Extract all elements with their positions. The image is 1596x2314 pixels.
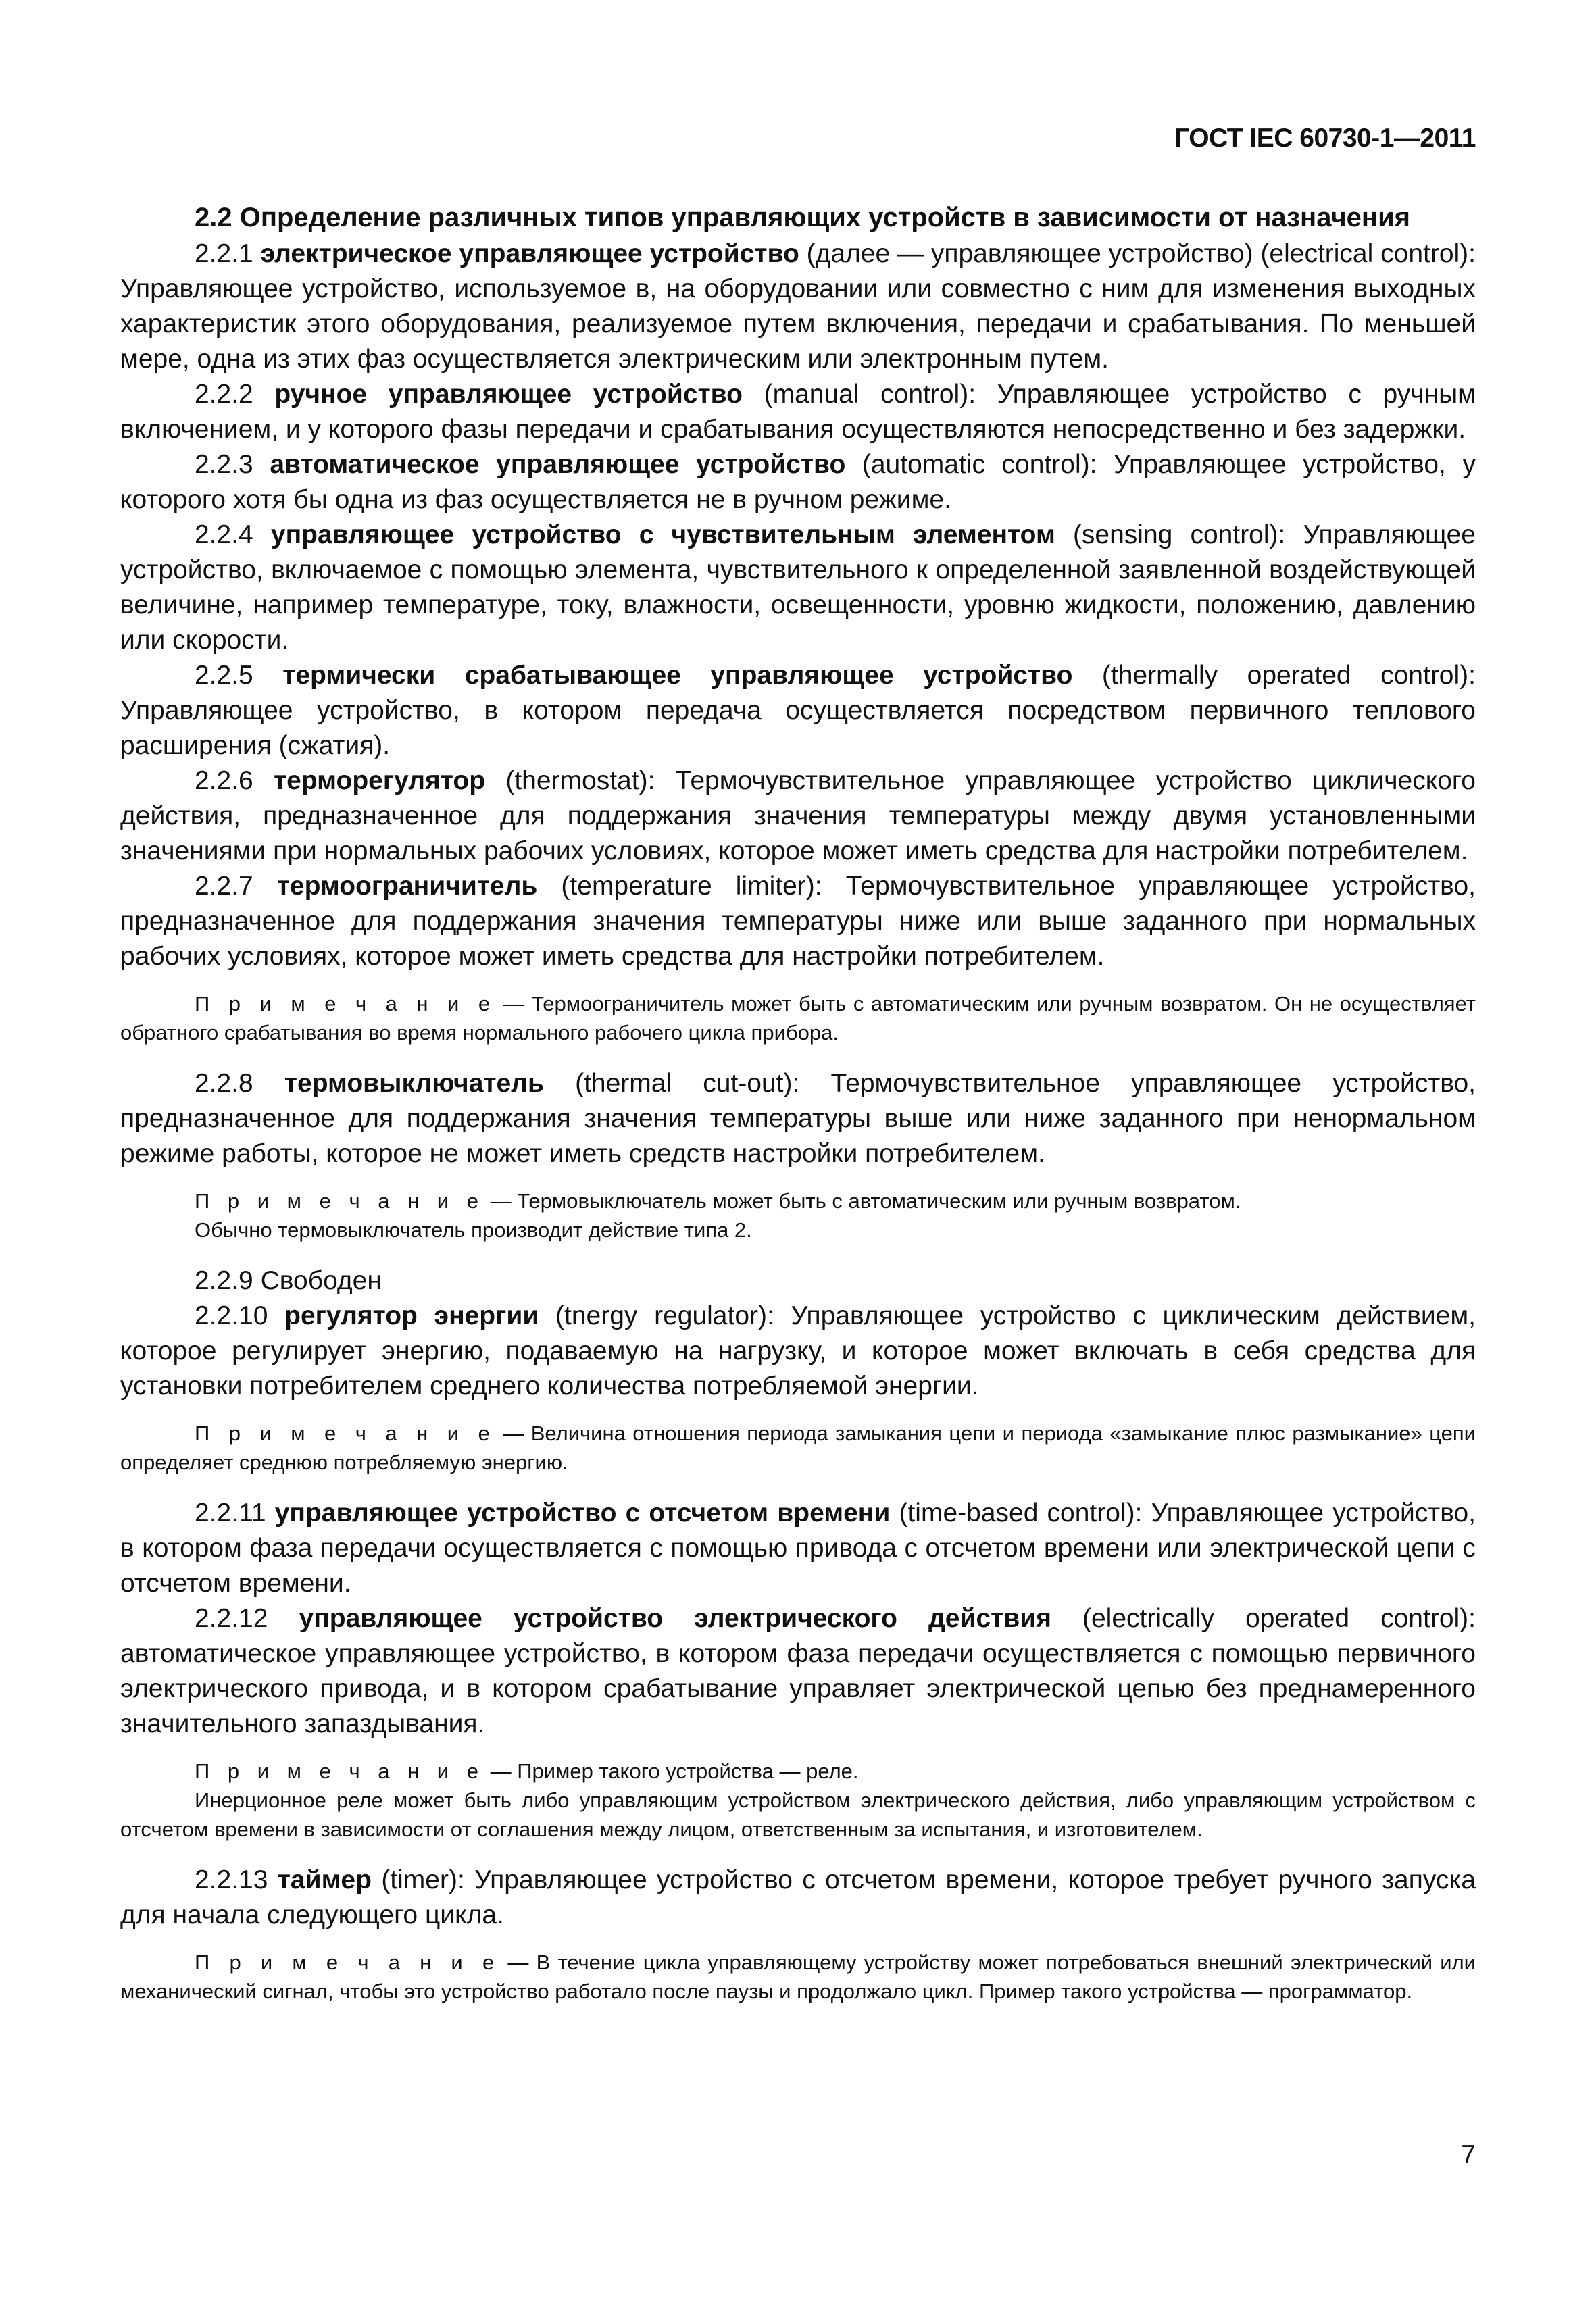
note-2-2-10: П р и м е ч а н и е — Величина отношения периода замыкания цепи и периода «замыкание плюс размыкание» цепи определяет среднюю потребляемую энергию.: [120, 1422, 1476, 1474]
definition-2-2-7: 2.2.7 термоограничитель (temperature limiter): Термочувствительное управляющее устройство, предназначенное для поддержания значения температуры ниже или выше заданного при нормальных рабочих условиях, которое может иметь средства для настройки потребителем.: [120, 872, 1476, 971]
definition-2-2-4: 2.2.4 управляющее устройство с чувствительным элементом (sensing control): Управляющее устройство, включаемое с помощью элемента, чувствительного к определенной заявленной воздействующей величине, например температуре, току, влажности, освещенности, уровню жидкости, положению, давлению или скорости.: [120, 520, 1476, 655]
note-2-2-7: П р и м е ч а н и е — Термоограничитель может быть с автоматическим или ручным возвратом. Он не осуществляет обратного срабатывания во время нормального рабочего цикла прибора.: [120, 992, 1476, 1045]
note-label: П р и м е ч а н и е: [195, 992, 497, 1015]
note-2-2-8: П р и м е ч а н и е — Термовыключатель может быть с автоматическим или ручным возвратом. Обычно термовыключатель производит действие типа 2.: [195, 1189, 1241, 1242]
section-title: 2.2 Определение различных типов управляющих устройств в зависимости от назначения: [195, 203, 1411, 232]
definition-2-2-6: 2.2.6 терморегулятор (thermostat): Термочувствительное управляющее устройство циклического действия, предназначенное для поддержания значения температуры между двумя установленными значениями при нормальных рабочих условиях, которое может иметь средства для настройки потребителем.: [120, 766, 1476, 865]
note-label: П р и м е ч а н и е: [195, 1189, 484, 1213]
definition-2-2-3: 2.2.3 автоматическое управляющее устройство (automatic control): Управляющее устройство, у которого хотя бы одна из фаз осуществляется не в ручном режиме.: [120, 450, 1476, 514]
definition-2-2-13: 2.2.13 таймер (timer): Управляющее устройство с отсчетом времени, которое требует ручного запуска для начала следующего цикла.: [120, 1865, 1476, 1930]
note-label: П р и м е ч а н и е: [195, 1422, 496, 1445]
definition-2-2-11: 2.2.11 управляющее устройство с отсчетом времени (time-based control): Управляющее устройство, в котором фаза передачи осуществляется с помощью привода с отсчетом времени или электрической цепи с отсчетом времени.: [120, 1499, 1476, 1598]
note-label: П р и м е ч а н и е: [195, 1951, 501, 1974]
definition-2-2-5: 2.2.5 термически срабатывающее управляющее устройство (thermally operated control): Управляющее устройство, в котором передача осуществляется посредством первичного теплового расширения (сжатия).: [120, 661, 1476, 760]
note-2-2-12: П р и м е ч а н и е — Пример такого устройства — реле. Инерционное реле может быть либо управляющим устройством электрического действия, либо управляющим устройством с отсчетом времени в зависимости от соглашения между лицом, ответственным за испытания, и изготовителем.: [120, 1759, 1476, 1841]
page-body: [120, 200, 1476, 2025]
note-label: П р и м е ч а н и е: [195, 1759, 484, 1783]
definition-2-2-9: 2.2.9 Свободен: [195, 1266, 382, 1295]
definition-2-2-2: 2.2.2 ручное управляющее устройство (manual control): Управляющее устройство с ручным включением, и у которого фазы передачи и срабатывания осуществляются непосредственно и без задержки.: [120, 380, 1476, 444]
definition-2-2-1: 2.2.1 электрическое управляющее устройство (далее — управляющее устройство) (electrical control): Управляющее устройство, используемое в, на оборудовании или совместно с ним для изменения выходных характеристик этого оборудования, реализуемое путем включения, передачи и срабатывания. По меньшей мере, одна из этих фаз осуществляется электрическим или электронным путем.: [120, 239, 1476, 374]
definition-2-2-8: 2.2.8 термовыключатель (thermal cut-out): Термочувствительное управляющее устройство, предназначенное для поддержания значения температуры выше или ниже заданного при ненормальном режиме работы, которое не может иметь средств настройки потребителем.: [120, 1069, 1476, 1168]
note-2-2-13: П р и м е ч а н и е — В течение цикла управляющему устройству может потребоваться внешний электрический или механический сигнал, чтобы это устройство работало после паузы и продолжало цикл. Пример такого устройства — программатор.: [120, 1951, 1476, 2003]
standard-designation: ГОСТ IEC 60730-1—2011: [1174, 124, 1476, 153]
definition-2-2-12: 2.2.12 управляющее устройство электрического действия (electrically operated control): автоматическое управляющее устройство, в котором фаза передачи осуществляется с помощью первичного электрического привода, и в котором срабатывание управляет электрической цепью без преднамеренного значительного запаздывания.: [120, 1604, 1476, 1738]
definition-2-2-10: 2.2.10 регулятор энергии (tnergy regulator): Управляющее устройство с циклическим действием, которое регулирует энергию, подаваемую на нагрузку, и которое может включать в себя средства для установки потребителем среднего количества потребляемой энергии.: [120, 1301, 1476, 1401]
page-number: 7: [1461, 2140, 1476, 2169]
